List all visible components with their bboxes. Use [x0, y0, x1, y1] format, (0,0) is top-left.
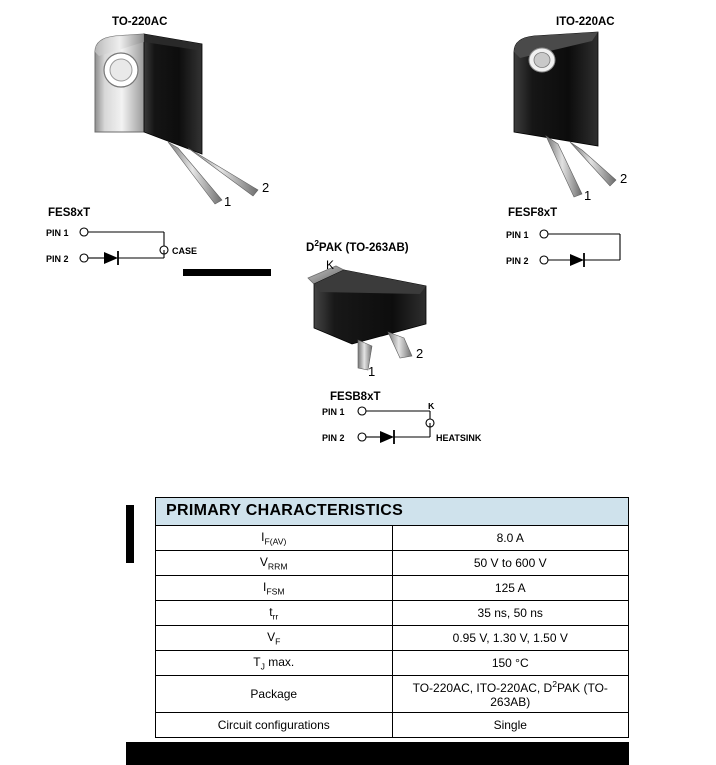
svg-text:PIN 2: PIN 2: [506, 256, 529, 266]
svg-text:2: 2: [620, 171, 628, 186]
svg-text:2: 2: [416, 346, 424, 361]
ito220ac-drawing: [500, 28, 700, 208]
value-cell: Single: [392, 713, 629, 738]
ito220ac-title: ITO-220AC: [556, 16, 615, 28]
param-sub: rr: [272, 611, 279, 622]
svg-text:PIN 2: PIN 2: [322, 433, 345, 443]
d2pak-title-suffix: PAK (TO-263AB): [318, 241, 409, 254]
param-main: V: [267, 629, 276, 644]
param-suffix: max.: [264, 654, 295, 669]
d2pak-title: [306, 239, 409, 254]
table-row: [156, 676, 629, 713]
svg-text:PIN 1: PIN 1: [506, 230, 529, 240]
fes8xt-title: FES8xT: [48, 207, 91, 219]
value-cell: 8.0 A: [392, 526, 629, 551]
param-sub: J: [260, 661, 265, 672]
to220ac-title: TO-220AC: [112, 16, 168, 28]
d2pak-drawing: [300, 256, 470, 376]
svg-text:HEATSINK: HEATSINK: [436, 433, 482, 443]
value-sup: 2: [552, 679, 557, 689]
value-cell: 50 V to 600 V: [392, 551, 629, 576]
fesb8xt-schematic: [318, 403, 518, 453]
svg-text:PIN 1: PIN 1: [322, 407, 345, 417]
value-cell: 35 ns, 50 ns: [392, 601, 629, 626]
param-cell: [156, 526, 393, 551]
param-cell: [156, 576, 393, 601]
param-main: I: [261, 529, 265, 544]
primary-characteristics-table: [155, 497, 629, 738]
table-row: [156, 576, 629, 601]
param-cell: [156, 601, 393, 626]
table-row: [156, 626, 629, 651]
table-row: [156, 551, 629, 576]
fesf8xt-title: FESF8xT: [508, 207, 558, 219]
value-cell: 150 °C: [392, 651, 629, 676]
value-post: PAK (TO-263AB): [490, 681, 608, 709]
param-cell: [156, 551, 393, 576]
fes8xt-schematic: [42, 220, 242, 280]
param-cell: [156, 626, 393, 651]
svg-text:1: 1: [584, 188, 592, 203]
to220ac-drawing: [72, 30, 312, 210]
param-sub: RRM: [267, 561, 288, 572]
param-main: T: [253, 654, 261, 669]
d2pak-cathode-label: K: [326, 258, 335, 272]
d2pak-title-sup: 2: [314, 239, 319, 248]
param-cell: Package: [156, 676, 393, 713]
param-cell: Circuit configurations: [156, 713, 393, 738]
table-side-accent: [126, 505, 134, 563]
param-sub: F: [275, 636, 281, 647]
table-row: [156, 651, 629, 676]
svg-text:1: 1: [224, 194, 232, 209]
value-cell: 125 A: [392, 576, 629, 601]
svg-text:CASE: CASE: [172, 246, 198, 256]
footer-black-bar: [126, 742, 629, 765]
param-cell: [156, 651, 393, 676]
param-sub: FSM: [266, 586, 285, 597]
param-main: t: [269, 604, 273, 619]
table-row: [156, 713, 629, 738]
d2pak-title-prefix: D: [306, 241, 315, 254]
svg-text:PIN 1: PIN 1: [46, 228, 69, 238]
value-cell: [392, 676, 629, 713]
table-row: [156, 601, 629, 626]
fesb8xt-title: FESB8xT: [330, 391, 381, 403]
value-cell: 0.95 V, 1.30 V, 1.50 V: [392, 626, 629, 651]
fesf8xt-schematic: [502, 222, 662, 278]
value-pre: TO-220AC, ITO-220AC, D: [412, 681, 553, 695]
table-row: [156, 526, 629, 551]
param-main: V: [259, 554, 268, 569]
svg-text:2: 2: [262, 180, 270, 195]
param-main: I: [262, 579, 267, 594]
param-sub: F(AV): [264, 536, 287, 547]
svg-text:K: K: [428, 403, 435, 411]
table-header: PRIMARY CHARACTERISTICS: [156, 498, 629, 526]
svg-text:PIN 2: PIN 2: [46, 254, 69, 264]
svg-text:1: 1: [368, 364, 376, 376]
